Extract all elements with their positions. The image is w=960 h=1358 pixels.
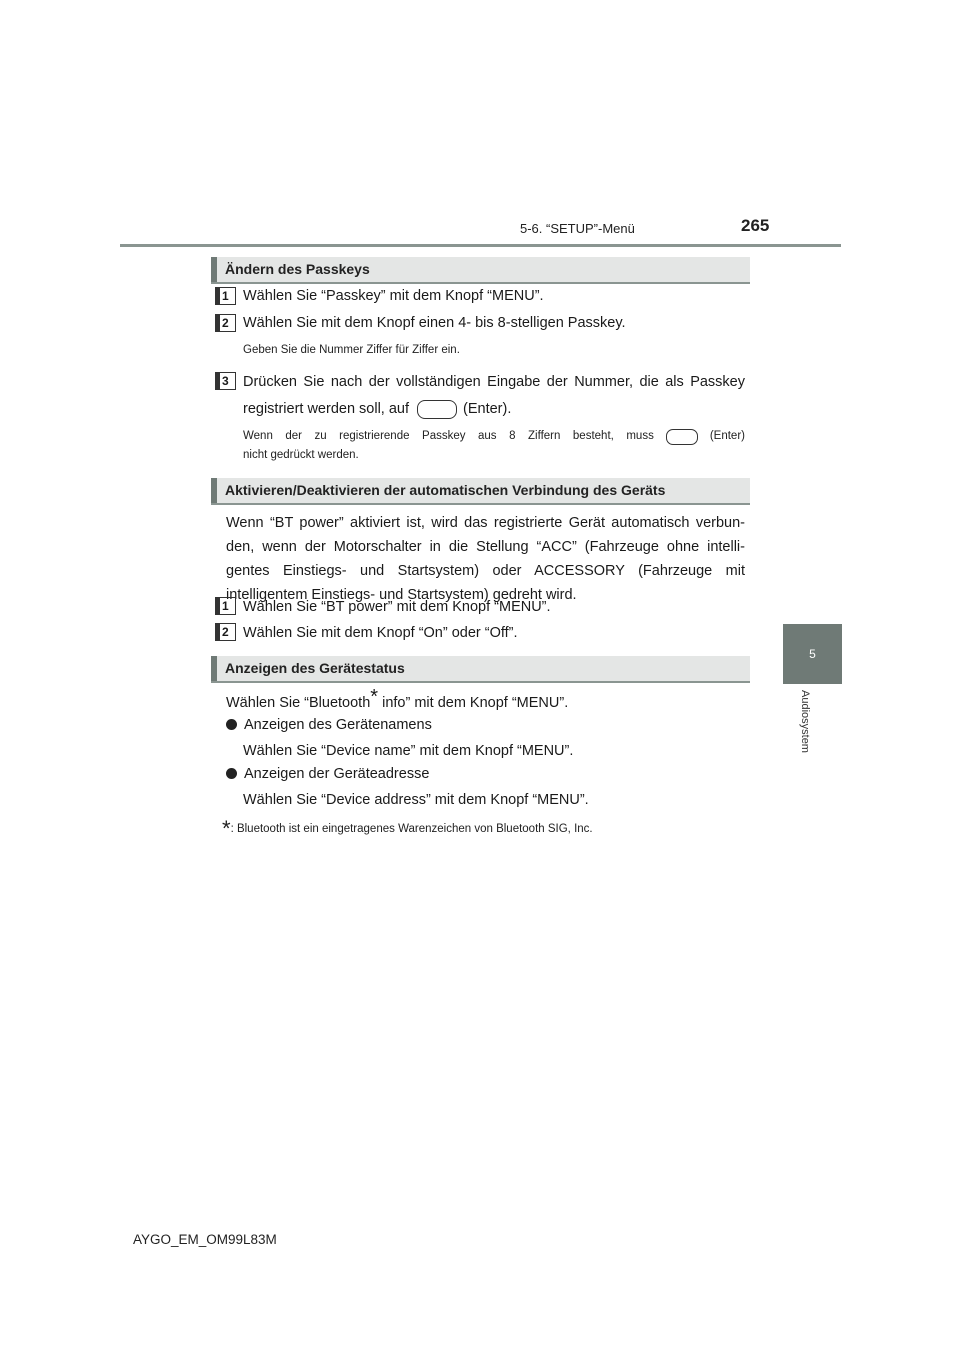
- enter-button-icon: [666, 429, 698, 445]
- step-badge: 1: [215, 597, 236, 615]
- heading-bar: [211, 478, 217, 503]
- step-text: Wählen Sie “BT power” mit dem Knopf “MENU”.: [243, 599, 551, 615]
- chapter-tab: [783, 624, 842, 684]
- bullet-item: Anzeigen des Gerätenamens: [226, 713, 432, 737]
- bullet-text: Wählen Sie “Device name” mit dem Knopf “MENU”.: [243, 743, 574, 759]
- note-line: nicht gedrückt werden.: [243, 449, 359, 461]
- bullet-icon: [226, 719, 237, 730]
- section-heading-device-status: Anzeigen des Gerätestatus: [211, 656, 750, 683]
- bullet-item: Anzeigen der Geräteadresse: [226, 762, 429, 786]
- document-code: AYGO_EM_OM99L83M: [133, 1232, 277, 1247]
- heading-bar: [211, 257, 217, 282]
- step-badge: 2: [215, 314, 236, 332]
- paragraph-line: den, wenn der Motorschalter in die Stellung “ACC” (Fahrzeuge ohne intelli-: [226, 539, 745, 555]
- bullet-text: Wählen Sie “Device address” mit dem Knopf “MENU”.: [243, 792, 589, 808]
- step-badge: 3: [215, 372, 236, 390]
- intro-text: Wählen Sie “Bluetooth* info” mit dem Knopf “MENU”.: [226, 686, 569, 711]
- step-note: Geben Sie die Nummer Ziffer für Ziffer ein.: [243, 344, 460, 356]
- page-number: 265: [741, 216, 770, 235]
- header-rule: [120, 244, 841, 247]
- step-badge: 2: [215, 623, 236, 641]
- paragraph-line: gentes Einstiegs- und Startsystem) oder ACCESSORY (Fahrzeuge mit: [226, 563, 745, 579]
- note-line: Wenn der zu registrierende Passkey aus 8 Ziffern besteht, muss (Enter): [243, 427, 745, 446]
- footnote: *: Bluetooth ist ein eingetragenes Warenzeichen von Bluetooth SIG, Inc.: [222, 816, 593, 841]
- chapter-tab-label: Audiosystem: [799, 690, 811, 753]
- section-heading-auto-connect: Aktivieren/Deaktivieren der automatischen Verbindung des Geräts: [211, 478, 750, 505]
- chapter-number: 5: [809, 647, 816, 661]
- paragraph-line: intelligentem Einstiegs- und Startsystem) gedreht wird.: [226, 587, 577, 603]
- bullet-icon: [226, 768, 237, 779]
- step-text: Wählen Sie mit dem Knopf einen 4- bis 8-stelligen Passkey.: [243, 315, 626, 331]
- heading-bar: [211, 656, 217, 681]
- step-badge: 1: [215, 287, 236, 305]
- step-text: Wählen Sie “Passkey” mit dem Knopf “MENU”.: [243, 288, 544, 304]
- paragraph-line: Wenn “BT power” aktiviert ist, wird das registrierte Gerät automatisch verbun-: [226, 515, 745, 531]
- step-text: Drücken Sie nach der vollständigen Eingabe der Nummer, die als Passkey: [243, 374, 745, 390]
- header-section-title: 5-6. “SETUP”-Menü: [520, 221, 635, 236]
- section-heading-passkey: Ändern des Passkeys: [211, 257, 750, 284]
- enter-button-icon: [417, 400, 457, 419]
- step-text-line2: registriert werden soll, auf (Enter).: [243, 401, 512, 417]
- step-text: Wählen Sie mit dem Knopf “On” oder “Off”.: [243, 625, 518, 641]
